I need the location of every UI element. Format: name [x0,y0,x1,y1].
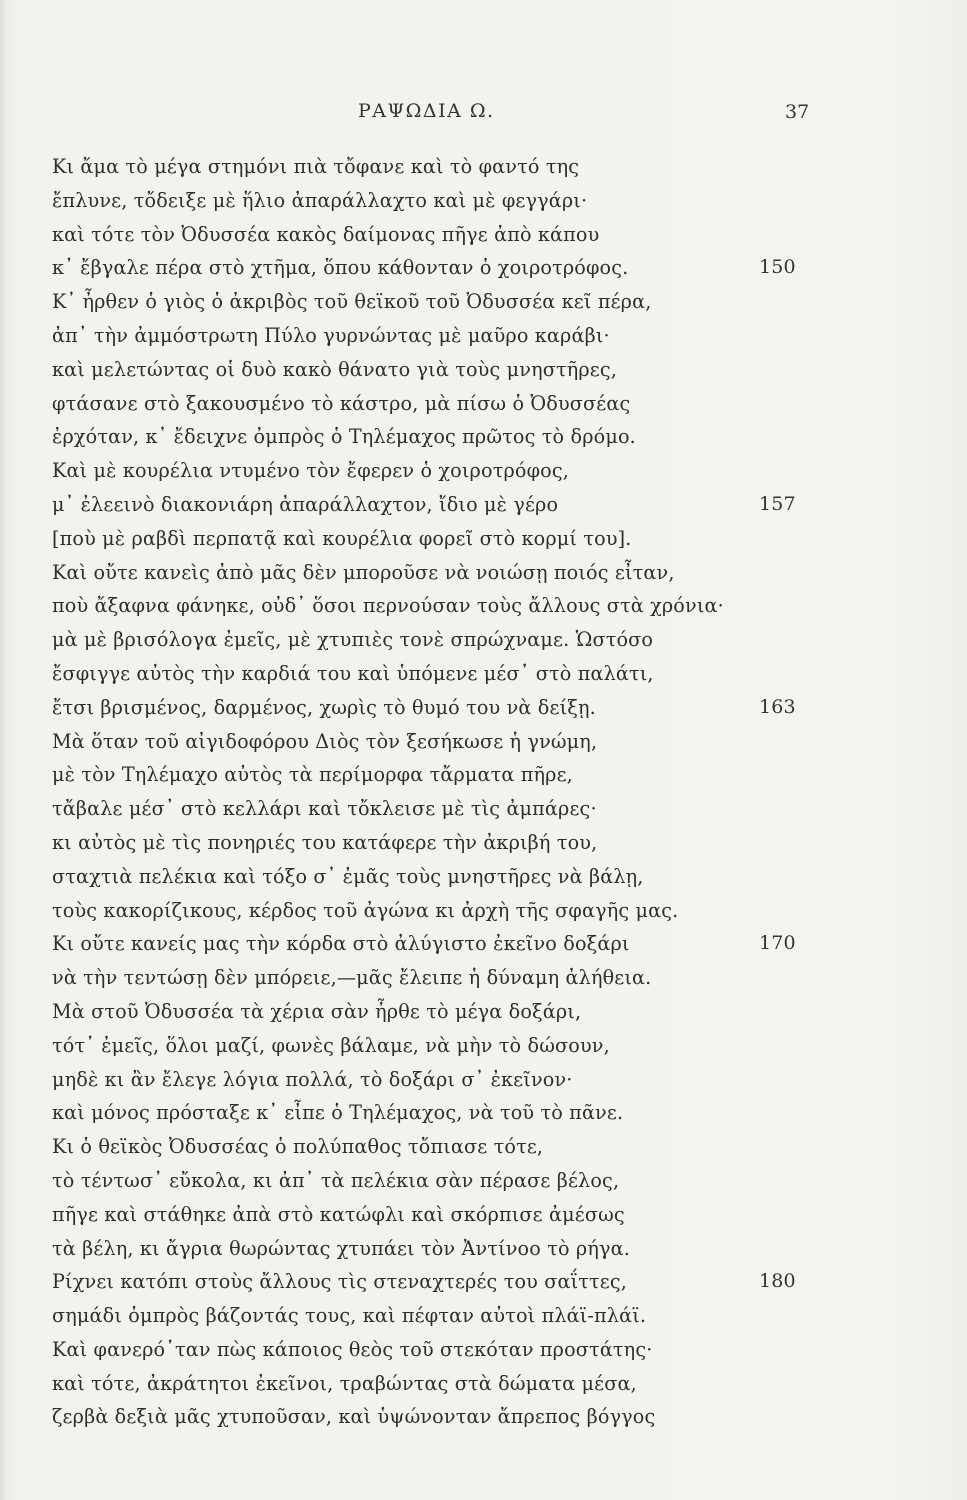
verse-line [52,792,812,826]
verse-text: Κ᾿ ἦρθεν ὁ γιὸς ὁ ἀκριβὸς τοῦ θεϊκοῦ τοῦ Ὀδυσσέα κεῖ πέρα, [52,290,652,314]
line-number: 170 [759,932,796,955]
verse-text: φτάσανε στὸ ξακουσμένο τὸ κάστρο, μὰ πίσω ὁ Ὀδυσσέας [52,391,631,415]
verse-line [52,1333,812,1367]
verse-line [52,623,812,657]
verse-text: μηδὲ κι ἂν ἔλεγε λόγια πολλά, τὸ δοξάρι σ᾿ ἐκεῖνον· [52,1067,573,1091]
verse-text: σημάδι ὀμπρὸς βάζοντάς τους, καὶ πέφταν αὐτοὶ πλάϊ-πλάϊ. [52,1304,647,1328]
verse-line [52,1096,812,1130]
verse-line [52,1400,812,1434]
verse-text: πῆγε καὶ στάθηκε ἀπὰ στὸ κατώφλι καὶ σκόρπισε ἀμέσως [52,1202,625,1226]
verse-line [52,184,812,218]
line-number: 150 [759,256,796,279]
verse-text: κι αὐτὸς μὲ τὶς πονηριές του κατάφερε τὴν ἀκριβή του, [52,830,598,854]
verse-line [52,725,812,759]
verse-line [52,251,812,285]
verse-text: Κι οὔτε κανείς μας τὴν κόρδα στὸ ἀλύγιστο ἐκεῖνο δοξάρι [52,932,630,956]
verse-line [52,420,812,454]
verse-line [52,961,812,995]
verse-line [52,1265,812,1299]
verse-line [52,522,812,556]
verse-line [52,1063,812,1097]
verse-line [52,995,812,1029]
verse-line [52,1164,812,1198]
verse-line [52,826,812,860]
line-number: 180 [759,1270,796,1293]
verse-text: Κι ὁ θεϊκὸς Ὀδυσσέας ὁ πολύπαθος τὄπιασε τότε, [52,1135,544,1159]
verse-text: ἔσφιγγε αὐτὸς τὴν καρδιά του καὶ ὑπόμενε μέσ᾿ στὸ παλάτι, [52,661,654,685]
verse-text: Καὶ οὔτε κανεὶς ἀπὸ μᾶς δὲν μποροῦσε νὰ νοιώσῃ ποιός εἶταν, [52,560,675,584]
verse-line [52,488,812,522]
verse-text: καὶ μελετώντας οἱ δυὸ κακὸ θάνατο γιὰ τοὺς μνηστῆρες, [52,357,618,381]
verse-text: τὸ τέντωσ᾿ εὔκολα, κι ἀπ᾿ τὰ πελέκια σὰν πέρασε βέλος, [52,1168,620,1192]
verse-line [52,1232,812,1266]
verse-text: Μὰ στοῦ Ὀδυσσέα τὰ χέρια σὰν ἦρθε τὸ μέγα δοξάρι, [52,999,582,1023]
verse-text: Ρίχνει κατόπι στοὺς ἄλλους τὶς στεναχτερές του σαΐττες, [52,1270,628,1294]
verse-line [52,657,812,691]
verse-line [52,1130,812,1164]
verse-line [52,319,812,353]
verse-text: τἄβαλε μέσ᾿ στὸ κελλάρι καὶ τὄκλεισε μὲ τὶς ἀμπάρες· [52,797,597,821]
verse-text: μὰ μὲ βρισόλογα ἐμεῖς, μὲ χτυπιὲς τονὲ σπρώχναμε. Ὡστόσο [52,628,654,652]
verse-block [52,150,812,1434]
verse-text: Καὶ μὲ κουρέλια ντυμένο τὸν ἔφερεν ὁ χοιροτρόφος, [52,459,570,483]
verse-line [52,589,812,623]
line-number: 163 [759,695,796,718]
verse-text: νὰ τὴν τεντώσῃ δὲν μπόρειε,—μᾶς ἔλειπε ἡ δύναμη ἀλήθεια. [52,966,652,990]
verse-line [52,1029,812,1063]
verse-line [52,150,812,184]
verse-text: καὶ μόνος πρόσταξε κ᾿ εἶπε ὁ Τηλέμαχος, νὰ τοῦ τὸ πᾶνε. [52,1101,624,1125]
verse-text: μ᾿ ἐλεεινὸ διακονιάρη ἀπαράλλαχτον, ἴδιο μὲ γέρο [52,492,559,516]
verse-line [52,1367,812,1401]
verse-text: ζερβὰ δεξιὰ μᾶς χτυποῦσαν, καὶ ὑψώνονταν ἄπρεπος βόγγος [52,1405,656,1429]
verse-text: τοὺς κακορίζικους, κέρδος τοῦ ἀγώνα κι ἀρχὴ τῆς σφαγῆς μας. [52,898,679,922]
verse-line [52,927,812,961]
verse-text: Καὶ φανερό᾿ταν πὼς κάποιος θεὸς τοῦ στεκόταν προστάτης· [52,1337,653,1361]
verse-text: τότ᾿ ἐμεῖς, ὅλοι μαζί, φωνὲς βάλαμε, νὰ μὴν τὸ δώσουν, [52,1033,610,1057]
verse-line [52,758,812,792]
verse-line [52,1198,812,1232]
verse-text: ἔτσι βρισμένος, δαρμένος, χωρὶς τὸ θυμό του νὰ δείξῃ. [52,695,596,719]
verse-line [52,353,812,387]
verse-text: [ποὺ μὲ ραβδὶ περπατᾷ καὶ κουρέλια φορεῖ στὸ κορμί του]. [52,526,632,550]
verse-line [52,691,812,725]
verse-line [52,894,812,928]
verse-line [52,218,812,252]
running-head: ΡΑΨΩΔΙΑ Ω. [358,100,495,122]
verse-text: κ᾿ ἔβγαλε πέρα στὸ χτῆμα, ὅπου κάθονταν ὁ χοιροτρόφος. [52,256,629,280]
verse-text: ποὺ ἄξαφνα φάνηκε, οὐδ᾿ ὅσοι περνούσαν τοὺς ἄλλους στὰ χρόνια· [52,594,724,618]
verse-line [52,285,812,319]
verse-text: Μὰ ὅταν τοῦ αἰγιδοφόρου Διὸς τὸν ξεσήκωσε ἡ γνώμη, [52,729,598,753]
verse-text: Κι ἄμα τὸ μέγα στημόνι πιὰ τὄφανε καὶ τὸ φαντό της [52,155,580,178]
line-number: 157 [759,492,796,515]
verse-line [52,454,812,488]
verse-line [52,556,812,590]
verse-line [52,860,812,894]
verse-text: καὶ τότε, ἀκράτητοι ἐκεῖνοι, τραβώντας στὰ δώματα μέσα, [52,1371,637,1395]
verse-line [52,1299,812,1333]
verse-text: μὲ τὸν Τηλέμαχο αὐτὸς τὰ περίμορφα τἄρματα πῆρε, [52,763,573,787]
verse-text: ἀπ᾿ τὴν ἀμμόστρωτη Πύλο γυρνώντας μὲ μαῦρο καράβι· [52,323,610,347]
verse-text: ἐρχόταν, κ᾿ ἔδειχνε ὀμπρὸς ὁ Τηλέμαχος πρῶτος τὸ δρόμο. [52,425,636,449]
verse-text: σταχτιὰ πελέκια καὶ τόξο σ᾿ ἐμᾶς τοὺς μνηστῆρες νὰ βάλῃ, [52,864,644,888]
verse-text: τὰ βέλη, κι ἄγρια θωρώντας χτυπάει τὸν Ἀντίνοο τὸ ρήγα. [52,1236,630,1260]
verse-line [52,387,812,421]
verse-text: καὶ τότε τὸν Ὀδυσσέα κακὸς δαίμονας πῆγε ἀπὸ κάπου [52,222,600,246]
page-number: 37 [785,101,810,123]
verse-text: ἔπλυνε, τὄδειξε μὲ ἥλιο ἀπαράλλαχτο καὶ μὲ φεγγάρι· [52,188,588,212]
